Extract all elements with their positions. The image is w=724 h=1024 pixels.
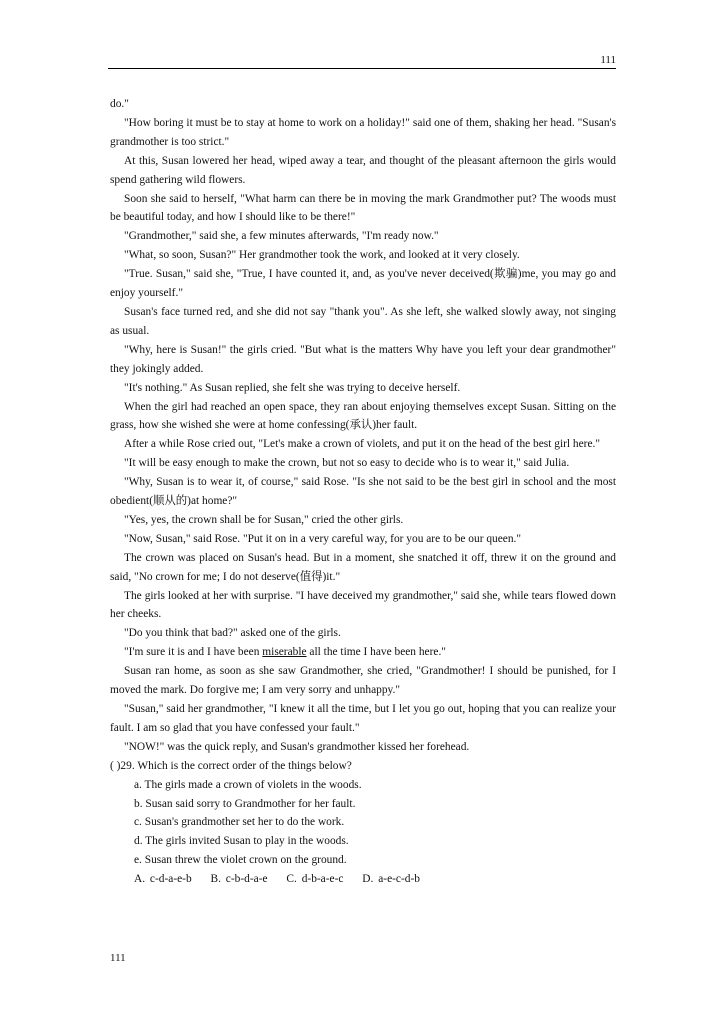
paragraph: When the girl had reached an open space, they ran about enjoying themselves except Susan. Sitting on the grass, how she wished she were at home confessing(承认)her fault. [110, 400, 616, 432]
option-item: e. Susan threw the violet crown on the ground. [134, 854, 347, 867]
paragraph: "Grandmother," said she, a few minutes afterwards, "I'm ready now." [124, 230, 439, 243]
paragraph: "How boring it must be to stay at home to work on a holiday!" said one of them, shaking her head. "Susan's grandmother is too strict." [110, 116, 616, 148]
paragraph: "True. Susan," said she, "True, I have counted it, and, as you've never deceived(欺骗)me, you may go and enjoy yourself." [110, 268, 616, 300]
paragraph: "Do you think that bad?" asked one of the girls. [124, 627, 341, 640]
choice-c: C. d-b-a-e-c [286, 873, 344, 886]
option-item: b. Susan said sorry to Grandmother for her fault. [134, 797, 356, 810]
paragraph: "NOW!" was the quick reply, and Susan's grandmother kissed her forehead. [124, 740, 470, 753]
paragraph: At this, Susan lowered her head, wiped away a tear, and thought of the pleasant afternoon the girls would spend gathering wild flowers. [110, 154, 616, 186]
paragraph: Soon she said to herself, "What harm can there be in moving the mark Grandmother put? The woods must be beautiful today, and how I should like to be there!" [110, 192, 616, 224]
paragraph: The girls looked at her with surprise. "I have deceived my grandmother," said she, while tears flowed down her cheeks. [110, 589, 616, 621]
choice-b: B. c-b-d-a-e [210, 873, 268, 886]
paragraph: "Susan," said her grandmother, "I knew it all the time, but I let you go out, hoping that you can realize your fault. I am so glad that you have confessed your fault." [110, 703, 616, 734]
paragraph: The crown was placed on Susan's head. But in a moment, she snatched it off, threw it on the ground and said, "No crown for me; I do not deserve(值得)it." [110, 551, 616, 583]
paragraph: "What, so soon, Susan?" Her grandmother took the work, and looked at it very closely. [124, 249, 520, 262]
paragraph: Susan's face turned red, and she did not say "thank you". As she left, she walked slowly away, not singing as usual. [110, 305, 616, 337]
choice-a: A. c-d-a-e-b [134, 873, 192, 886]
paragraph: "Yes, yes, the crown shall be for Susan," cried the other girls. [124, 513, 404, 526]
question-options [110, 776, 616, 871]
paragraph: "It will be easy enough to make the crown, but not so easy to decide who is to wear it," said Julia. [124, 457, 570, 470]
option-item: d. The girls invited Susan to play in the woods. [134, 835, 349, 848]
paragraph: "Why, here is Susan!" the girls cried. "But what is the matters Why have you left your dear grandmother" they jokingly added. [110, 343, 616, 375]
header-rule [108, 68, 616, 69]
page-number-bottom: 111 [110, 952, 126, 964]
paragraph: "Now, Susan," said Rose. "Put it on in a very careful way, for you are to be our queen." [124, 532, 522, 545]
paragraph: "It's nothing." As Susan replied, she felt she was trying to deceive herself. [124, 381, 461, 394]
option-item: c. Susan's grandmother set her to do the work. [134, 816, 345, 829]
text-span: all the time I have been here." [306, 646, 446, 659]
paragraph-with-underline [110, 643, 616, 662]
page-number-top: 111 [600, 54, 616, 66]
paragraph: do." [110, 98, 129, 110]
document-body [110, 95, 616, 889]
paragraph: After a while Rose cried out, "Let's make a crown of violets, and put it on the head of the best girl here." [124, 438, 601, 451]
underlined-word: miserable [262, 646, 307, 659]
choice-d: D. a-e-c-d-b [362, 873, 420, 886]
answer-choices [110, 870, 616, 889]
option-item: a. The girls made a crown of violets in the woods. [134, 778, 362, 791]
question-stem: ( )29. Which is the correct order of the things below? [110, 759, 352, 772]
paragraph: "Why, Susan is to wear it, of course," said Rose. "Is she not said to be the best girl in school and the most obedient(顺从的)at home?" [110, 476, 616, 508]
paragraph: Susan ran home, as soon as she saw Grandmother, she cried, "Grandmother! I should be punished, for I moved the mark. Do forgive me; I am very sorry and unhappy." [110, 665, 616, 697]
text-span: "I'm sure it is and I have been [124, 646, 263, 659]
